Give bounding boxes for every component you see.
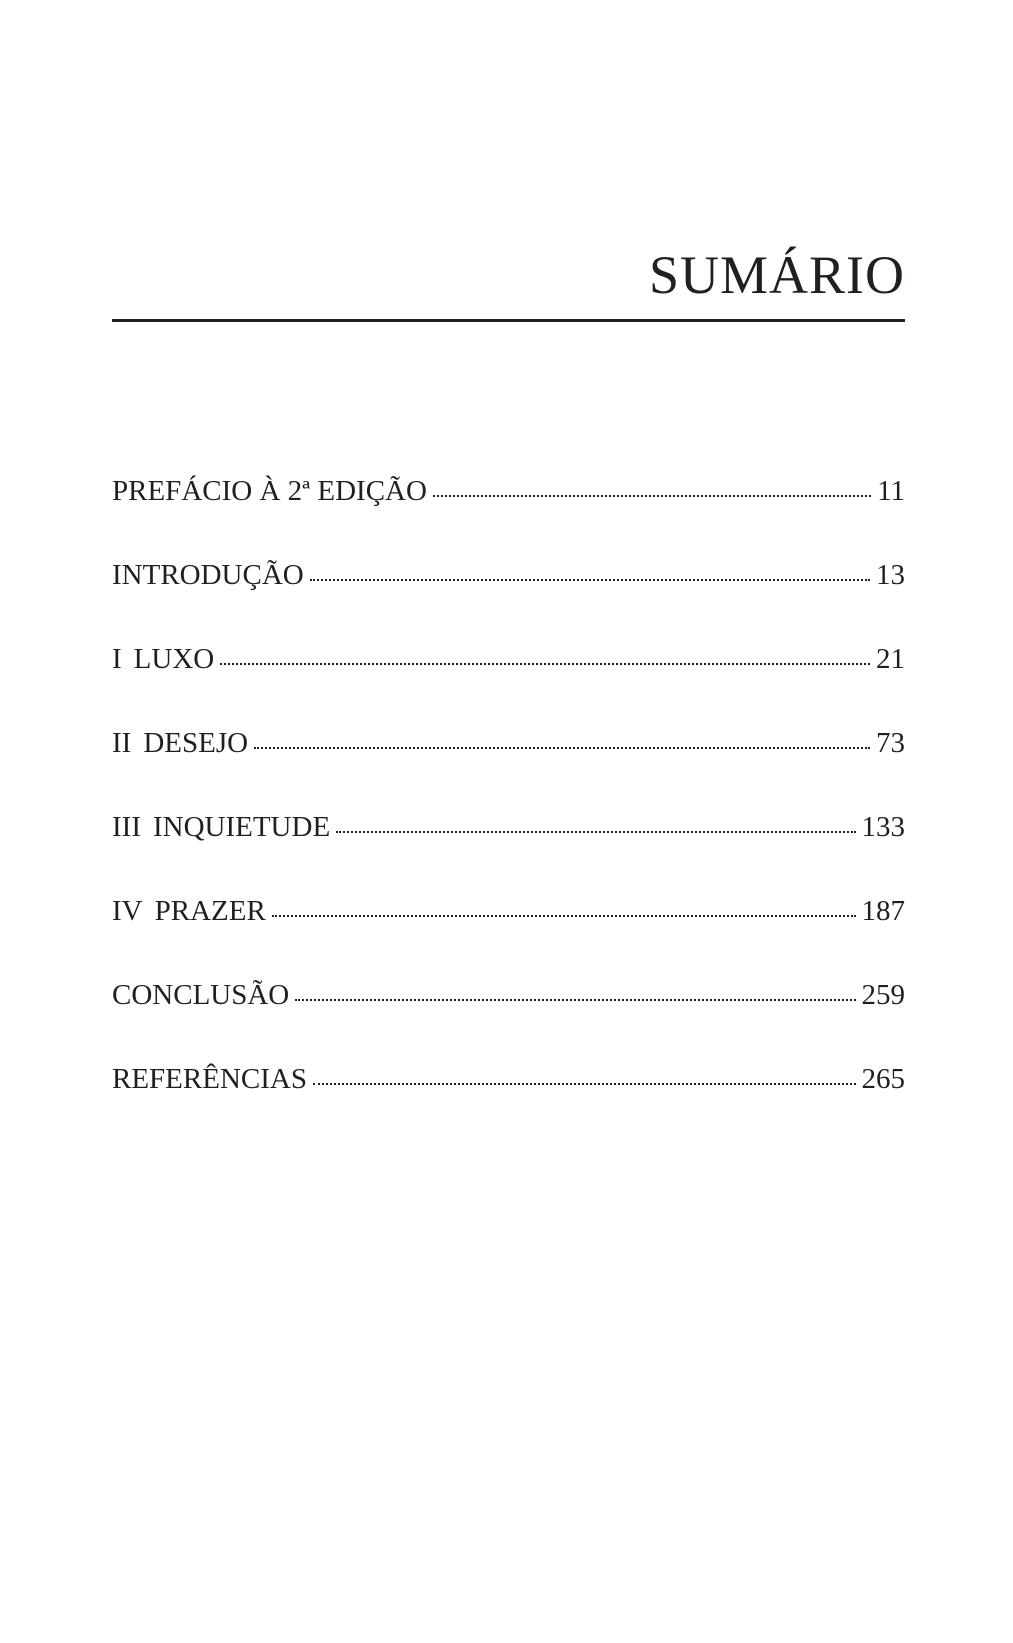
- toc-entry-desejo[interactable]: [112, 727, 905, 811]
- toc-entry-page: 21: [876, 643, 905, 675]
- toc-entry-page: 187: [861, 895, 905, 927]
- toc-header: [112, 245, 905, 322]
- toc-entry-conclusao[interactable]: [112, 979, 905, 1063]
- toc-entry-referencias[interactable]: [112, 1063, 905, 1147]
- toc-entry-label: INTRODUÇÃO: [112, 559, 304, 591]
- toc-entry-label: INQUIETUDE: [152, 811, 331, 843]
- dot-leader: [295, 999, 855, 1001]
- toc-entry-label: LUXO: [133, 643, 215, 675]
- toc-entry-number: I: [112, 643, 122, 675]
- toc-entry-label: DESEJO: [143, 727, 249, 759]
- toc-entry-prefacio[interactable]: [112, 475, 905, 559]
- page-title: SUMÁRIO: [648, 245, 905, 305]
- toc-entry-luxo[interactable]: [112, 643, 905, 727]
- toc-entry-inquietude[interactable]: [112, 811, 905, 895]
- toc-entry-page: 265: [861, 1063, 905, 1095]
- title-rule: [112, 319, 905, 322]
- toc-entry-page: 133: [861, 811, 905, 843]
- toc-entry-page: 11: [877, 475, 905, 507]
- toc-entry-label: PREFÁCIO À 2ª EDIÇÃO: [112, 475, 427, 507]
- dot-leader: [336, 831, 855, 833]
- toc-entry-prazer[interactable]: [112, 895, 905, 979]
- dot-leader: [220, 663, 870, 665]
- toc-entry-page: 13: [876, 559, 905, 591]
- toc-entry-number: IV: [112, 895, 143, 927]
- toc-entry-number: III: [112, 811, 141, 843]
- toc-entry-label: CONCLUSÃO: [112, 979, 290, 1011]
- toc-entry-label: REFERÊNCIAS: [112, 1063, 307, 1095]
- toc-entry-page: 259: [861, 979, 905, 1011]
- dot-leader: [272, 915, 856, 917]
- dot-leader: [433, 495, 871, 497]
- toc-entry-introducao[interactable]: [112, 559, 905, 643]
- dot-leader: [313, 1083, 856, 1085]
- dot-leader: [310, 579, 870, 581]
- dot-leader: [254, 747, 870, 749]
- toc-entry-page: 73: [876, 727, 905, 759]
- table-of-contents: [112, 475, 905, 1147]
- toc-entry-label: PRAZER: [154, 895, 266, 927]
- toc-entry-number: II: [112, 727, 132, 759]
